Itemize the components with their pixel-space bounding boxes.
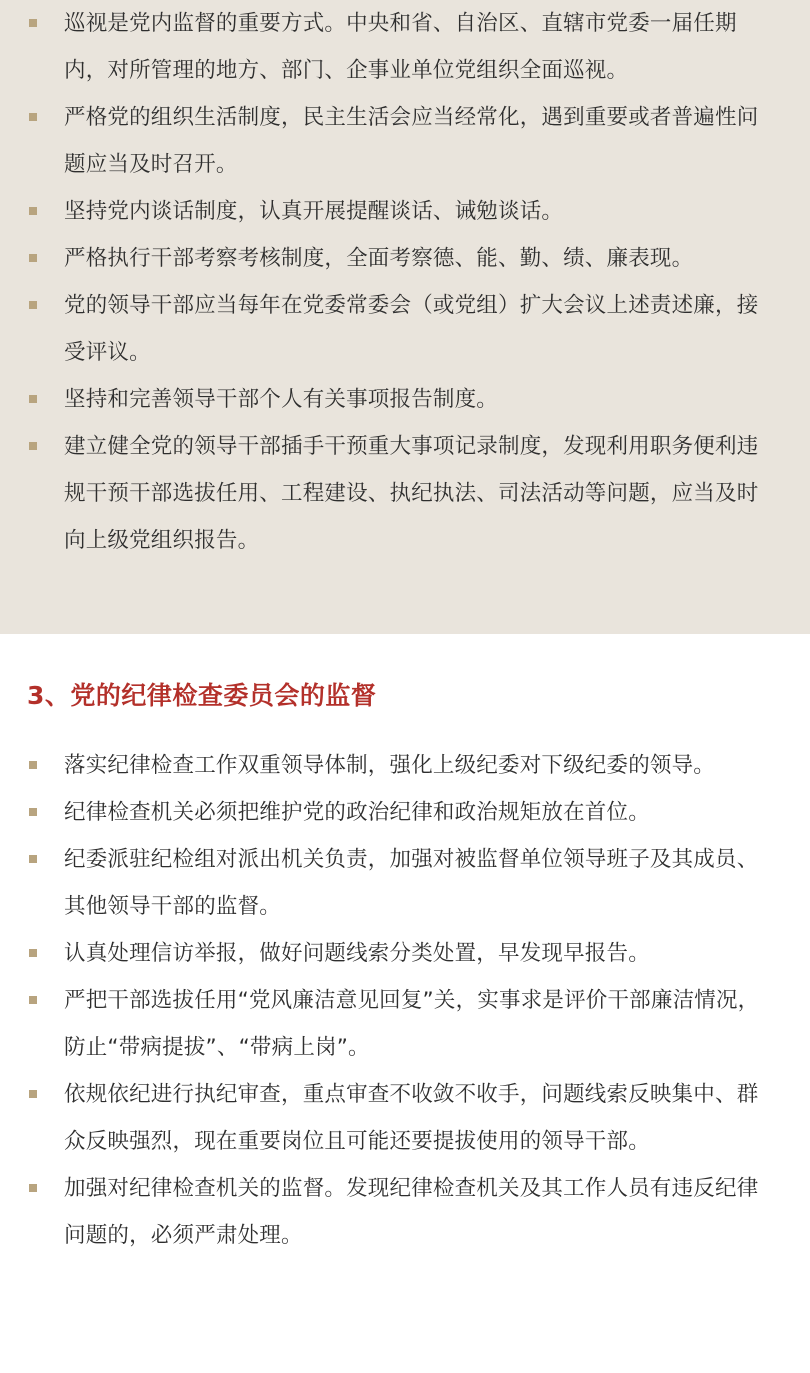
list-item bbox=[0, 836, 810, 930]
square-bullet-icon bbox=[29, 19, 37, 27]
list-item-text: 依规依纪进行执纪审查，重点审查不收敛不收手，问题线索反映集中、群众反映强烈，现在重要岗位且可能还要提拔使用的领导干部。 bbox=[64, 1082, 759, 1154]
list-item-text: 巡视是党内监督的重要方式。中央和省、自治区、直辖市党委一届任期内，对所管理的地方、部门、企事业单位党组织全面巡视。 bbox=[64, 11, 737, 83]
square-bullet-icon bbox=[29, 301, 37, 309]
discipline-list bbox=[0, 742, 810, 1259]
list-item-text: 严格执行干部考察考核制度，全面考察德、能、勤、绩、廉表现。 bbox=[64, 246, 694, 271]
square-bullet-icon bbox=[29, 254, 37, 262]
list-item bbox=[0, 930, 810, 977]
list-item bbox=[0, 188, 810, 235]
list-item-text: 党的领导干部应当每年在党委常委会（或党组）扩大会议上述责述廉，接受评议。 bbox=[64, 293, 759, 365]
square-bullet-icon bbox=[29, 442, 37, 450]
square-bullet-icon bbox=[29, 1184, 37, 1192]
list-item bbox=[0, 977, 810, 1071]
list-item-text: 严格党的组织生活制度，民主生活会应当经常化，遇到重要或者普遍性问题应当及时召开。 bbox=[64, 105, 759, 177]
square-bullet-icon bbox=[29, 761, 37, 769]
list-item-text: 严把干部选拔任用“党风廉洁意见回复”关，实事求是评价干部廉洁情况，防止“带病提拔”、“带病上岗”。 bbox=[64, 988, 760, 1060]
square-bullet-icon bbox=[29, 1090, 37, 1098]
square-bullet-icon bbox=[29, 996, 37, 1004]
square-bullet-icon bbox=[29, 113, 37, 121]
square-bullet-icon bbox=[29, 949, 37, 957]
list-item bbox=[0, 282, 810, 376]
list-item bbox=[0, 423, 810, 564]
square-bullet-icon bbox=[29, 207, 37, 215]
list-item-text: 纪委派驻纪检组对派出机关负责，加强对被监督单位领导班子及其成员、其他领导干部的监督。 bbox=[64, 847, 759, 919]
discipline-commission-section bbox=[0, 634, 810, 1373]
list-item-text: 坚持党内谈话制度，认真开展提醒谈话、诫勉谈话。 bbox=[64, 199, 564, 224]
list-item-text: 认真处理信访举报，做好问题线索分类处置，早发现早报告。 bbox=[64, 941, 650, 966]
list-item bbox=[0, 1071, 810, 1165]
list-item-text: 纪律检查机关必须把维护党的政治纪律和政治规矩放在首位。 bbox=[64, 800, 650, 825]
list-item bbox=[0, 0, 810, 94]
list-item bbox=[0, 376, 810, 423]
list-item-text: 加强对纪律检查机关的监督。发现纪律检查机关及其工作人员有违反纪律问题的，必须严肃处理。 bbox=[64, 1176, 759, 1248]
list-item bbox=[0, 94, 810, 188]
list-item bbox=[0, 742, 810, 789]
list-item bbox=[0, 789, 810, 836]
list-item bbox=[0, 235, 810, 282]
supervision-list bbox=[0, 0, 810, 564]
square-bullet-icon bbox=[29, 855, 37, 863]
list-item bbox=[0, 1165, 810, 1259]
list-item-text: 落实纪律检查工作双重领导体制，强化上级纪委对下级纪委的领导。 bbox=[64, 753, 716, 778]
square-bullet-icon bbox=[29, 395, 37, 403]
square-bullet-icon bbox=[29, 808, 37, 816]
inner-party-supervision-section bbox=[0, 0, 810, 634]
list-item-text: 坚持和完善领导干部个人有关事项报告制度。 bbox=[64, 387, 499, 412]
section-title: 3、党的纪律检查委员会的监督 bbox=[27, 681, 377, 710]
list-item-text: 建立健全党的领导干部插手干预重大事项记录制度，发现利用职务便利违规干预干部选拔任用、工程建设、执纪执法、司法活动等问题，应当及时向上级党组织报告。 bbox=[64, 434, 759, 553]
